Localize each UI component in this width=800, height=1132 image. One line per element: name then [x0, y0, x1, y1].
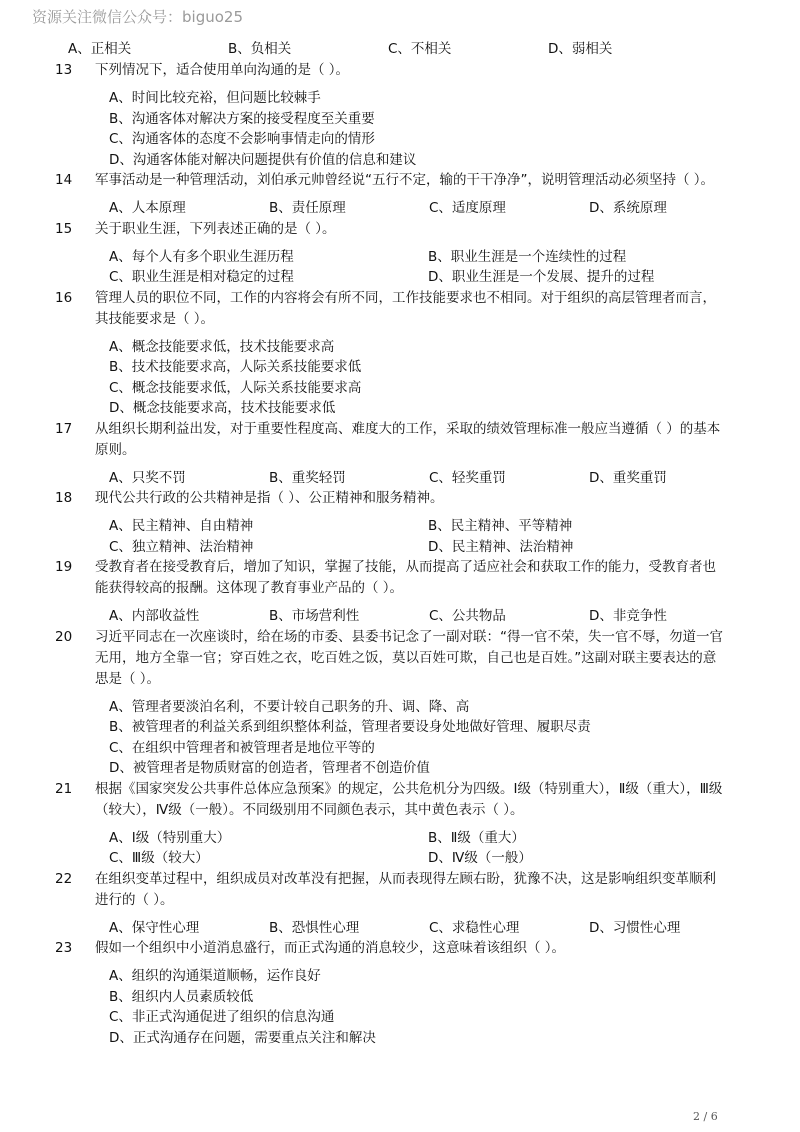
option[interactable]: B、沟通客体对解决方案的接受程度至关重要	[109, 110, 375, 127]
question-14	[0, 170, 800, 219]
option-list	[0, 828, 800, 869]
option[interactable]: C、不相关	[388, 41, 452, 57]
option[interactable]: A、正相关	[68, 41, 132, 57]
question-number: 15	[55, 220, 73, 237]
option[interactable]: D、系统原理	[589, 200, 667, 216]
option[interactable]: D、民主精神、法治精神	[428, 538, 574, 555]
question-text: 管理人员的职位不同，工作的内容将会有所不同，工作技能要求也不相同。对于组织的高层管理者而言，其技能要求是（ ）。	[95, 289, 716, 327]
option[interactable]: D、沟通客体能对解决问题提供有价值的信息和建议	[109, 151, 417, 168]
question-15	[0, 219, 800, 288]
question-text: 在组织变革过程中，组织成员对改革没有把握，从而表现得左顾右盼，犹豫不决，这是影响组织变革顺利进行的（ ）。	[95, 870, 716, 908]
question-text: 军事活动是一种管理活动，刘伯承元帅曾经说“五行不定，输的干干净净”，说明管理活动必须坚持（ ）。	[95, 172, 715, 188]
option[interactable]: D、弱相关	[548, 41, 613, 57]
option[interactable]: B、被管理者的利益关系到组织整体利益，管理者要设身处地做好管理、履职尽责	[109, 719, 591, 735]
option[interactable]: A、民主精神、自由精神	[109, 518, 254, 534]
question-text: 从组织长期利益出发，对于重要性程度高、难度大的工作，采取的绩效管理标准一般应当遵循（ ）的基本原则。	[95, 420, 721, 458]
question-number: 16	[55, 289, 73, 306]
question-number: 21	[55, 780, 73, 797]
option[interactable]: A、概念技能要求低，技术技能要求高	[109, 338, 335, 355]
option[interactable]: C、非正式沟通促进了组织的信息沟通	[109, 1009, 335, 1025]
option[interactable]: D、被管理者是物质财富的创造者，管理者不创造价值	[109, 760, 430, 776]
question-text: 现代公共行政的公共精神是指（ ）、公正精神和服务精神。	[95, 490, 444, 506]
option[interactable]: C、Ⅲ级（较大）	[109, 850, 209, 866]
question-number: 14	[55, 172, 73, 188]
option[interactable]: C、适度原理	[429, 200, 506, 216]
option[interactable]: A、保守性心理	[109, 919, 200, 936]
option[interactable]: B、负相关	[228, 41, 292, 57]
question-list	[0, 40, 800, 1048]
question-text: 假如一个组织中小道消息盛行，而正式沟通的消息较少，这意味着该组织（ ）。	[95, 940, 566, 956]
option-list	[0, 966, 800, 1048]
option[interactable]: B、职业生涯是一个连续性的过程	[428, 248, 627, 265]
option[interactable]: B、重奖轻罚	[269, 469, 346, 486]
option-list	[0, 468, 800, 489]
question-20	[0, 627, 800, 779]
option[interactable]: D、Ⅳ级（一般）	[428, 850, 532, 866]
option-list	[0, 918, 800, 939]
option[interactable]: B、市场营利性	[269, 608, 360, 624]
previous-question-options	[0, 40, 800, 58]
question-21	[0, 779, 800, 869]
option-list	[0, 88, 800, 170]
option[interactable]: B、组织内人员素质较低	[109, 988, 254, 1005]
question-text: 根据《国家突发公共事件总体应急预案》的规定，公共危机分为四级。Ⅰ级（特别重大），Ⅱ级（重大），Ⅲ级（较大），Ⅳ级（一般）。不同级别用不同颜色表示，其中黄色表示（ ）。	[95, 780, 723, 818]
option[interactable]: A、时间比较充裕，但问题比较棘手	[109, 90, 321, 106]
option[interactable]: D、非竞争性	[589, 608, 667, 624]
option[interactable]: B、技术技能要求高，人际关系技能要求低	[109, 359, 362, 375]
option[interactable]: D、重奖重罚	[589, 469, 667, 486]
option[interactable]: A、管理者要淡泊名利，不要计较自己职务的升、调、降、高	[109, 698, 470, 715]
option-list	[0, 516, 800, 557]
option[interactable]: C、沟通客体的态度不会影响事情走向的情形	[109, 131, 375, 147]
question-13	[0, 60, 800, 170]
question-18	[0, 488, 800, 557]
option[interactable]: A、内部收益性	[109, 608, 200, 624]
question-22	[0, 869, 800, 939]
option[interactable]: D、职业生涯是一个发展、提升的过程	[428, 269, 655, 285]
question-number: 19	[55, 559, 73, 575]
question-number: 13	[55, 62, 73, 78]
question-23	[0, 938, 800, 1048]
option[interactable]: B、民主精神、平等精神	[428, 518, 573, 534]
question-19	[0, 557, 800, 627]
page-number: 2 / 6	[693, 1110, 718, 1123]
option[interactable]: C、公共物品	[429, 608, 506, 624]
question-16	[0, 288, 800, 419]
watermark-text: 资源关注微信公众号：biguo25	[32, 8, 243, 26]
option[interactable]: B、Ⅱ级（重大）	[428, 829, 525, 846]
option[interactable]: C、职业生涯是相对稳定的过程	[109, 269, 294, 285]
option[interactable]: A、组织的沟通渠道顺畅，运作良好	[109, 968, 321, 984]
question-number: 22	[55, 870, 73, 887]
option[interactable]: C、独立精神、法治精神	[109, 538, 254, 555]
question-number: 20	[55, 628, 73, 645]
question-number: 18	[55, 490, 73, 506]
option-list	[0, 697, 800, 779]
option[interactable]: B、恐惧性心理	[269, 919, 360, 936]
question-text: 关于职业生涯，下列表述正确的是（ ）。	[95, 220, 336, 237]
question-text: 习近平同志在一次座谈时，给在场的市委、县委书记念了一副对联：“得一官不荣，失一官不辱，勿道一官无用，地方全靠一官；穿百姓之衣，吃百姓之饭，莫以百姓可欺，自己也是百姓。”这副对联主要表达的意思是（ ）。	[95, 628, 723, 687]
option[interactable]: A、每个人有多个职业生涯历程	[109, 248, 294, 265]
question-number: 17	[55, 420, 73, 437]
option-list	[0, 198, 800, 219]
question-text: 下列情况下，适合使用单向沟通的是（ ）。	[95, 62, 350, 78]
option[interactable]: C、概念技能要求低，人际关系技能要求高	[109, 379, 362, 396]
option[interactable]: D、习惯性心理	[589, 919, 681, 936]
question-number: 23	[55, 940, 73, 956]
option[interactable]: A、人本原理	[109, 200, 186, 216]
question-text: 受教育者在接受教育后，增加了知识，掌握了技能，从而提高了适应社会和获取工作的能力，受教育者也能获得较高的报酬。这体现了教育事业产品的（ ）。	[95, 559, 716, 596]
option[interactable]: C、轻奖重罚	[429, 469, 506, 486]
option[interactable]: D、正式沟通存在问题，需要重点关注和解决	[109, 1029, 376, 1046]
option[interactable]: C、求稳性心理	[429, 919, 520, 936]
option-list	[0, 606, 800, 627]
question-17	[0, 419, 800, 489]
option-list	[0, 247, 800, 288]
option[interactable]: A、Ⅰ级（特别重大）	[109, 829, 231, 846]
option[interactable]: D、概念技能要求高，技术技能要求低	[109, 400, 336, 416]
option-list	[0, 337, 800, 419]
option[interactable]: B、责任原理	[269, 200, 346, 216]
option[interactable]: A、只奖不罚	[109, 469, 186, 486]
option[interactable]: C、在组织中管理者和被管理者是地位平等的	[109, 739, 375, 756]
